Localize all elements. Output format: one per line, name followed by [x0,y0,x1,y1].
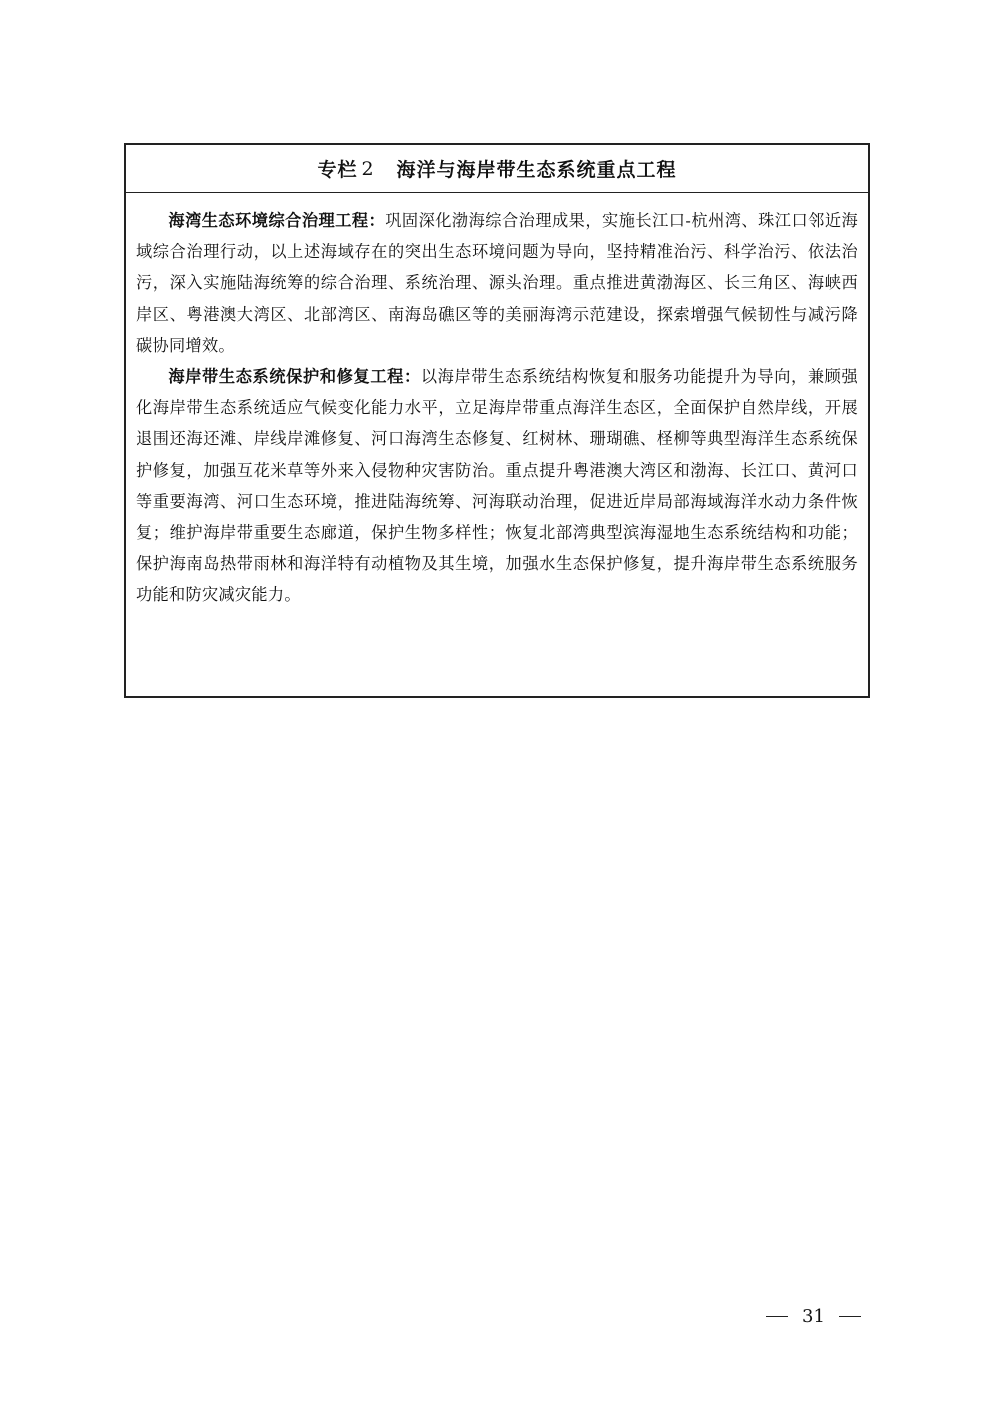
paragraph-lead: 海岸带生态系统保护和修复工程： [168,367,421,387]
page-number-dash-left [766,1316,788,1318]
feature-box [124,143,870,698]
page-number-value: 31 [802,1306,825,1327]
paragraph [136,361,858,611]
paragraph-text: 以海岸带生态系统结构恢复和服务功能提升为导向，兼顾强化海岸带生态系统适应气候变化能力水平，立足海岸带重点海洋生态区，全面保护自然岸线，开展退围还海还滩、岸线岸滩修复、河口海湾生态修复、红树林、珊瑚礁、柽柳等典型海洋生态系统保护修复，加强互花米草等外来入侵物种灾害防治。重点提升粤港澳大湾区和渤海、长江口、黄河口等重要海湾、河口生态环境，推进陆海统筹、河海联动治理，促进近岸局部海域海洋水动力条件恢复；维护海岸带重要生态廊道，保护生物多样性；恢复北部湾典型滨海湿地生态系统结构和功能；保护海南岛热带雨林和海洋特有动植物及其生境，加强水生态保护修复，提升海岸带生态系统服务功能和防灾减灾能力。 [136,367,858,605]
box-title-prefix: 专栏 [317,159,358,181]
paragraph-lead: 海湾生态环境综合治理工程： [168,211,386,230]
page-number-dash-right [839,1316,861,1318]
box-title [126,145,868,193]
box-title-text: 海洋与海岸带生态系统重点工程 [396,159,677,181]
box-body [126,193,868,611]
paragraph [136,205,858,361]
page-number [766,1306,861,1327]
box-title-number: 2 [361,157,375,180]
paragraph-text: 巩固深化渤海综合治理成果，实施长江口-杭州湾、珠江口邻近海域综合治理行动，以上述海域存在的突出生态环境问题为导向，坚持精准治污、科学治污、依法治污，深入实施陆海统筹的综合治理、系统治理、源头治理。重点推进黄渤海区、长三角区、海峡西岸区、粤港澳大湾区、北部湾区、南海岛礁区等的美丽海湾示范建设，探索增强气候韧性与减污降碳协同增效。 [136,211,858,355]
